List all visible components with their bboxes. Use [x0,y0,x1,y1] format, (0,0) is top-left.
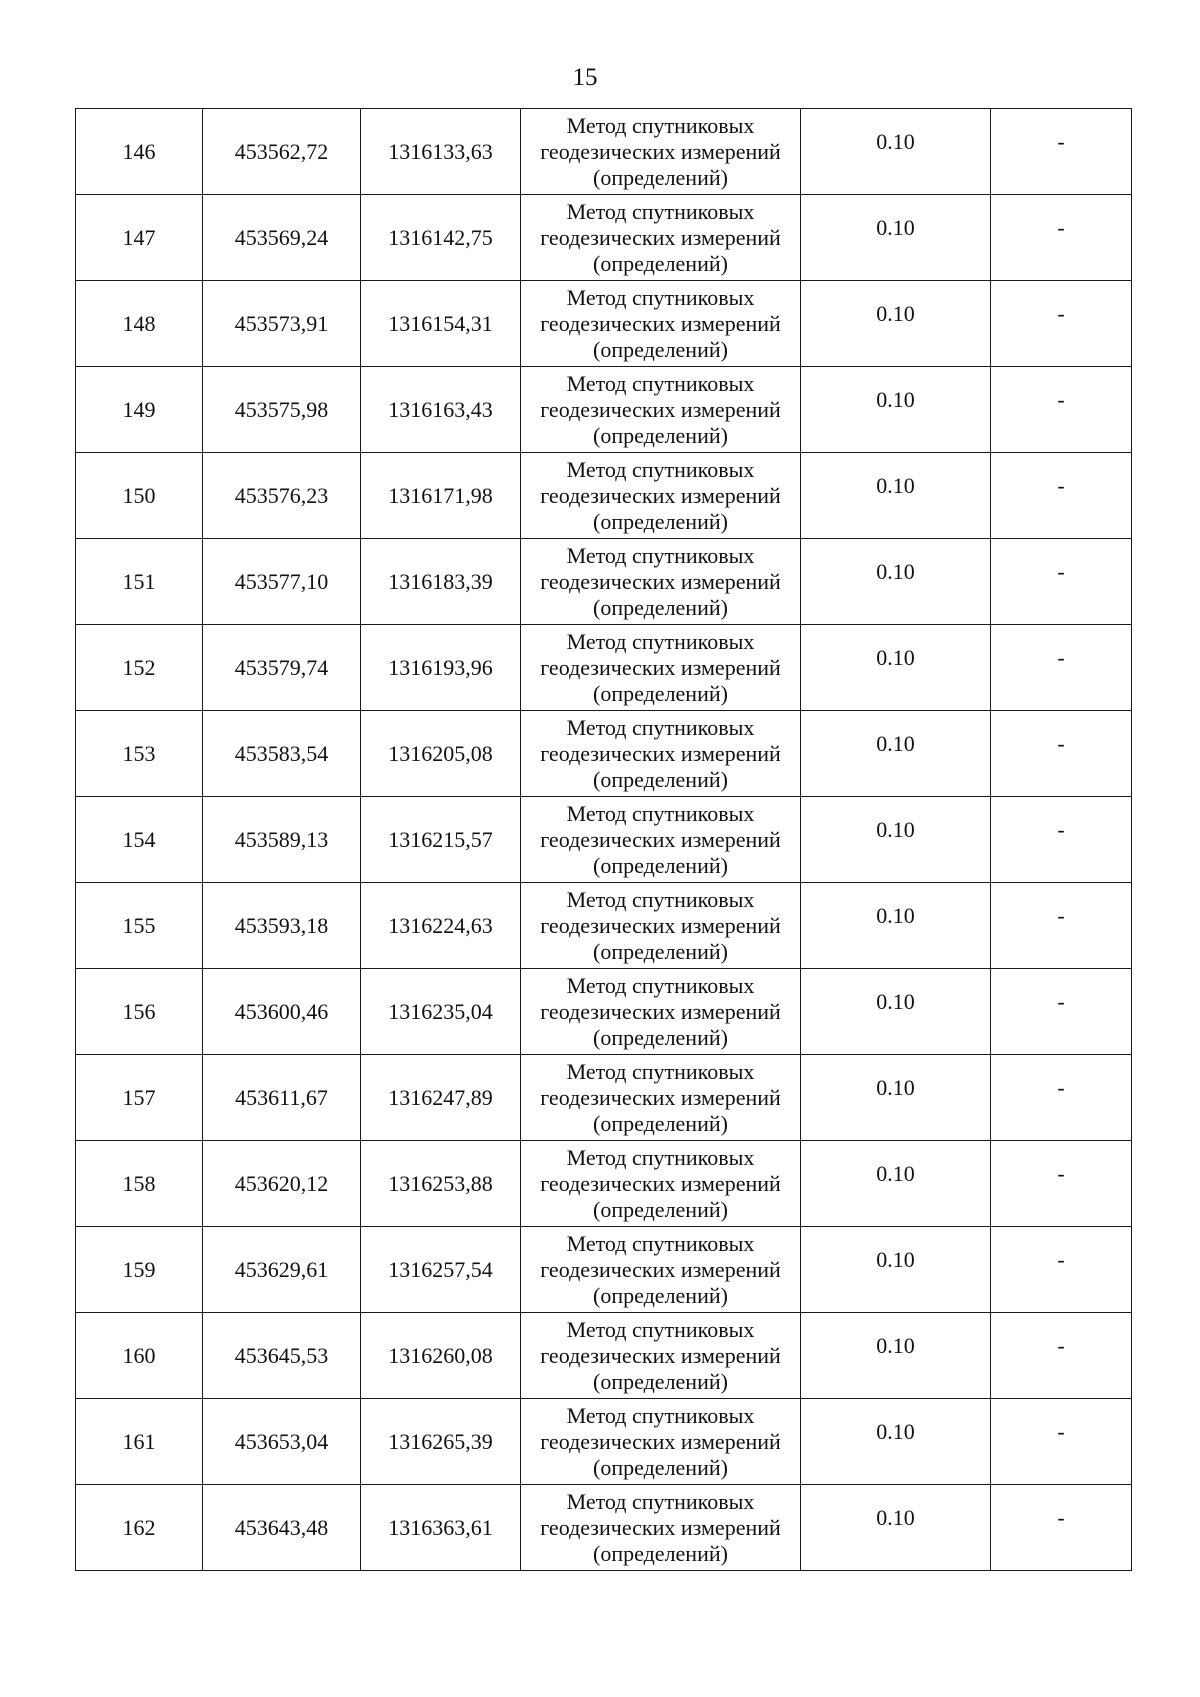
table-row [76,1485,1132,1571]
y-coordinate-cell: 1316215,57 [361,797,521,883]
table-row [76,281,1132,367]
method-cell [521,1141,801,1227]
table-row [76,711,1132,797]
y-coordinate-cell: 1316183,39 [361,539,521,625]
x-coordinate-cell: 453620,12 [203,1141,361,1227]
note-cell [991,539,1132,625]
table-row [76,1399,1132,1485]
point-number-cell: 151 [76,539,203,625]
method-line: (определений) [593,1282,728,1308]
method-cell [521,1227,801,1313]
table-row [76,883,1132,969]
accuracy-cell [801,1313,991,1399]
accuracy-value: 0.10 [876,300,915,326]
coordinates-table [75,108,1132,1571]
point-number-cell: 146 [76,109,203,195]
method-line: (определений) [593,766,728,792]
method-line: (определений) [593,1368,728,1394]
method-cell [521,797,801,883]
table-row [76,969,1132,1055]
note-value: - [1057,1418,1065,1444]
method-line: геодезических измерений [540,1170,781,1196]
point-number-cell: 159 [76,1227,203,1313]
x-coordinate-cell: 453629,61 [203,1227,361,1313]
note-cell [991,109,1132,195]
method-line: (определений) [593,1454,728,1480]
x-coordinate-cell: 453575,98 [203,367,361,453]
note-value: - [1057,386,1065,412]
note-value: - [1057,128,1065,154]
x-coordinate-cell: 453643,48 [203,1485,361,1571]
note-cell [991,1485,1132,1571]
method-line: Метод спутниковых [566,284,755,310]
x-coordinate-cell: 453653,04 [203,1399,361,1485]
y-coordinate-cell: 1316171,98 [361,453,521,539]
point-number-cell: 149 [76,367,203,453]
method-cell [521,883,801,969]
y-coordinate-cell: 1316260,08 [361,1313,521,1399]
point-number-cell: 157 [76,1055,203,1141]
note-value: - [1057,558,1065,584]
method-cell [521,109,801,195]
method-line: (определений) [593,336,728,362]
note-value: - [1057,902,1065,928]
method-line: геодезических измерений [540,654,781,680]
note-value: - [1057,1246,1065,1272]
note-cell [991,1141,1132,1227]
method-line: геодезических измерений [540,568,781,594]
method-line: (определений) [593,422,728,448]
method-line: геодезических измерений [540,1256,781,1282]
accuracy-cell [801,453,991,539]
table-row [76,195,1132,281]
note-cell [991,195,1132,281]
method-line: Метод спутниковых [566,1402,755,1428]
method-cell [521,625,801,711]
note-cell [991,1399,1132,1485]
note-cell [991,797,1132,883]
x-coordinate-cell: 453645,53 [203,1313,361,1399]
y-coordinate-cell: 1316193,96 [361,625,521,711]
note-value: - [1057,472,1065,498]
note-value: - [1057,816,1065,842]
x-coordinate-cell: 453573,91 [203,281,361,367]
table-row [76,1141,1132,1227]
method-line: Метод спутниковых [566,112,755,138]
point-number-cell: 147 [76,195,203,281]
table-row [76,1055,1132,1141]
x-coordinate-cell: 453577,10 [203,539,361,625]
accuracy-cell [801,1399,991,1485]
method-line: Метод спутниковых [566,886,755,912]
method-line: геодезических измерений [540,138,781,164]
accuracy-value: 0.10 [876,902,915,928]
accuracy-cell [801,195,991,281]
y-coordinate-cell: 1316363,61 [361,1485,521,1571]
table-row [76,625,1132,711]
y-coordinate-cell: 1316253,88 [361,1141,521,1227]
method-line: геодезических измерений [540,224,781,250]
point-number-cell: 154 [76,797,203,883]
method-line: геодезических измерений [540,912,781,938]
accuracy-cell [801,367,991,453]
method-line: геодезических измерений [540,1342,781,1368]
x-coordinate-cell: 453562,72 [203,109,361,195]
method-line: Метод спутниковых [566,1144,755,1170]
method-line: (определений) [593,852,728,878]
accuracy-cell [801,1227,991,1313]
point-number-cell: 161 [76,1399,203,1485]
method-line: (определений) [593,1540,728,1566]
note-cell [991,453,1132,539]
point-number-cell: 162 [76,1485,203,1571]
method-line: Метод спутниковых [566,972,755,998]
table-row [76,109,1132,195]
accuracy-value: 0.10 [876,386,915,412]
accuracy-value: 0.10 [876,816,915,842]
accuracy-cell [801,883,991,969]
method-line: геодезических измерений [540,1428,781,1454]
y-coordinate-cell: 1316235,04 [361,969,521,1055]
y-coordinate-cell: 1316257,54 [361,1227,521,1313]
accuracy-value: 0.10 [876,214,915,240]
method-line: (определений) [593,1024,728,1050]
note-value: - [1057,300,1065,326]
accuracy-value: 0.10 [876,644,915,670]
accuracy-value: 0.10 [876,1074,915,1100]
method-cell [521,969,801,1055]
accuracy-cell [801,969,991,1055]
method-cell [521,367,801,453]
x-coordinate-cell: 453611,67 [203,1055,361,1141]
method-line: Метод спутниковых [566,542,755,568]
method-cell [521,1313,801,1399]
page-number: 15 [572,64,598,91]
point-number-cell: 156 [76,969,203,1055]
method-line: (определений) [593,938,728,964]
accuracy-value: 0.10 [876,1504,915,1530]
method-line: Метод спутниковых [566,628,755,654]
method-line: Метод спутниковых [566,1316,755,1342]
point-number-cell: 153 [76,711,203,797]
table-row [76,797,1132,883]
method-line: Метод спутниковых [566,370,755,396]
point-number-cell: 160 [76,1313,203,1399]
note-cell [991,281,1132,367]
accuracy-cell [801,539,991,625]
method-line: (определений) [593,164,728,190]
point-number-cell: 155 [76,883,203,969]
y-coordinate-cell: 1316142,75 [361,195,521,281]
point-number-cell: 152 [76,625,203,711]
note-value: - [1057,1074,1065,1100]
table-row [76,539,1132,625]
note-cell [991,367,1132,453]
note-cell [991,969,1132,1055]
note-cell [991,1055,1132,1141]
point-number-cell: 148 [76,281,203,367]
note-value: - [1057,1332,1065,1358]
accuracy-value: 0.10 [876,128,915,154]
x-coordinate-cell: 453579,74 [203,625,361,711]
table-body [76,109,1132,1571]
x-coordinate-cell: 453589,13 [203,797,361,883]
table-row [76,1227,1132,1313]
method-line: геодезических измерений [540,826,781,852]
method-line: геодезических измерений [540,396,781,422]
accuracy-cell [801,1485,991,1571]
accuracy-value: 0.10 [876,730,915,756]
accuracy-value: 0.10 [876,1332,915,1358]
method-cell [521,195,801,281]
point-number-cell: 150 [76,453,203,539]
method-line: (определений) [593,1110,728,1136]
method-line: (определений) [593,594,728,620]
note-value: - [1057,1504,1065,1530]
note-cell [991,625,1132,711]
accuracy-value: 0.10 [876,1160,915,1186]
note-cell [991,1227,1132,1313]
method-cell [521,1055,801,1141]
x-coordinate-cell: 453600,46 [203,969,361,1055]
method-line: Метод спутниковых [566,1058,755,1084]
method-cell [521,1485,801,1571]
table-row [76,367,1132,453]
method-line: Метод спутниковых [566,800,755,826]
note-value: - [1057,214,1065,240]
note-cell [991,883,1132,969]
method-cell [521,281,801,367]
method-cell [521,1399,801,1485]
note-cell [991,711,1132,797]
note-cell [991,1313,1132,1399]
accuracy-cell [801,1141,991,1227]
accuracy-cell [801,281,991,367]
accuracy-value: 0.10 [876,1246,915,1272]
accuracy-cell [801,109,991,195]
note-value: - [1057,988,1065,1014]
note-value: - [1057,644,1065,670]
point-number-cell: 158 [76,1141,203,1227]
x-coordinate-cell: 453569,24 [203,195,361,281]
y-coordinate-cell: 1316224,63 [361,883,521,969]
y-coordinate-cell: 1316205,08 [361,711,521,797]
method-line: геодезических измерений [540,310,781,336]
method-line: геодезических измерений [540,1084,781,1110]
accuracy-cell [801,1055,991,1141]
method-line: Метод спутниковых [566,456,755,482]
y-coordinate-cell: 1316154,31 [361,281,521,367]
method-line: Метод спутниковых [566,1488,755,1514]
method-line: геодезических измерений [540,1514,781,1540]
note-value: - [1057,1160,1065,1186]
accuracy-cell [801,711,991,797]
method-line: геодезических измерений [540,740,781,766]
x-coordinate-cell: 453576,23 [203,453,361,539]
y-coordinate-cell: 1316247,89 [361,1055,521,1141]
method-cell [521,453,801,539]
y-coordinate-cell: 1316163,43 [361,367,521,453]
y-coordinate-cell: 1316265,39 [361,1399,521,1485]
method-line: геодезических измерений [540,482,781,508]
note-value: - [1057,730,1065,756]
accuracy-value: 0.10 [876,558,915,584]
method-line: (определений) [593,250,728,276]
table-row [76,1313,1132,1399]
accuracy-cell [801,625,991,711]
method-line: (определений) [593,1196,728,1222]
method-cell [521,539,801,625]
x-coordinate-cell: 453593,18 [203,883,361,969]
method-line: Метод спутниковых [566,1230,755,1256]
x-coordinate-cell: 453583,54 [203,711,361,797]
method-line: (определений) [593,508,728,534]
method-line: (определений) [593,680,728,706]
method-line: геодезических измерений [540,998,781,1024]
y-coordinate-cell: 1316133,63 [361,109,521,195]
accuracy-cell [801,797,991,883]
accuracy-value: 0.10 [876,988,915,1014]
table-row [76,453,1132,539]
accuracy-value: 0.10 [876,1418,915,1444]
method-cell [521,711,801,797]
accuracy-value: 0.10 [876,472,915,498]
method-line: Метод спутниковых [566,714,755,740]
method-line: Метод спутниковых [566,198,755,224]
